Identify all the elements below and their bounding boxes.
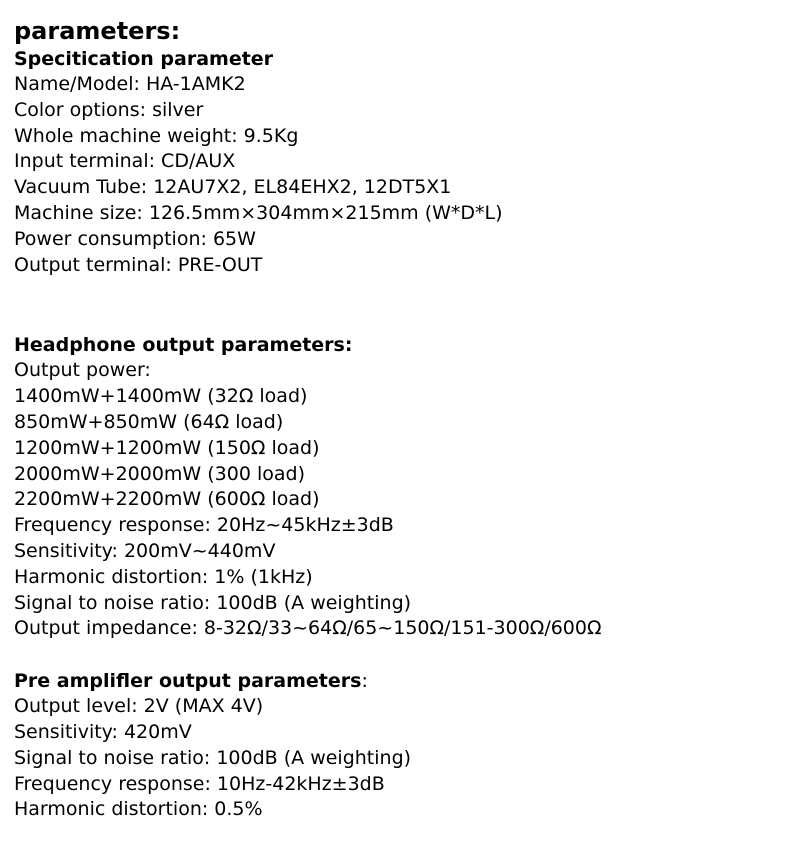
headphone-line-harmonic-distortion: Harmonic distortion: 1% (1kHz) (14, 565, 313, 588)
preamp-line-frequency-response: Frequency response: 10Hz-42kHz±3dB (14, 772, 385, 795)
headphone-line-sensitivity: Sensitivity: 200mV~440mV (14, 539, 276, 562)
preamp-line-sensitivity: Sensitivity: 420mV (14, 720, 192, 743)
section-spacer (14, 278, 794, 332)
headphone-line-output-impedance: Output impedance: 8-32Ω/33~64Ω/65~150Ω/151-300Ω/600Ω (14, 617, 602, 640)
headphone-heading: Headphone output parameters: (14, 334, 353, 357)
headphone-line-32ohm: 1400mW+1400mW (32Ω load) (14, 385, 308, 408)
headphone-section (14, 332, 794, 642)
preamp-line-snr: Signal to noise ratio: 100dB (A weighting) (14, 746, 412, 769)
preamp-section (14, 668, 794, 823)
spec-line-power-consumption: Power consumption: 65W (14, 227, 256, 250)
specification-section (14, 46, 794, 278)
preamp-line-harmonic-distortion: Harmonic distortion: 0.5% (14, 798, 263, 821)
headphone-line-300: 2000mW+2000mW (300 load) (14, 462, 305, 485)
spec-line-model: Name/Model: HA-1AMK2 (14, 73, 246, 95)
spec-line-color: Color options: silver (14, 98, 204, 121)
headphone-line-snr: Signal to noise ratio: 100dB (A weighting) (14, 591, 412, 614)
spec-line-vacuum-tube: Vacuum Tube: 12AU7X2, EL84EHX2, 12DT5X1 (14, 176, 452, 199)
headphone-line-frequency-response: Frequency response: 20Hz~45kHz±3dB (14, 514, 394, 537)
preamp-heading-colon: : (361, 670, 368, 693)
section-spacer (14, 642, 794, 668)
preamp-heading-text: Pre amplifler output parameters (14, 670, 362, 693)
spec-line-input-terminal: Input terminal: CD/AUX (14, 150, 236, 173)
preamp-heading (14, 668, 794, 694)
specification-heading: Specitication parameter (14, 48, 274, 70)
headphone-line-output-power: Output power: (14, 359, 151, 382)
page-title: parameters: (14, 17, 181, 45)
spec-line-output-terminal: Output terminal: PRE-OUT (14, 253, 263, 276)
headphone-line-64ohm: 850mW+850mW (64Ω load) (14, 410, 284, 433)
spec-line-weight: Whole machine weight: 9.5Kg (14, 124, 299, 147)
headphone-line-150ohm: 1200mW+1200mW (150Ω load) (14, 436, 320, 459)
parameters-document (14, 16, 794, 823)
spec-line-machine-size: Machine size: 126.5mm×304mm×215mm (W*D*L) (14, 201, 503, 224)
preamp-line-output-level: Output level: 2V (MAX 4V) (14, 695, 264, 718)
headphone-line-600ohm: 2200mW+2200mW (600Ω load) (14, 488, 320, 511)
